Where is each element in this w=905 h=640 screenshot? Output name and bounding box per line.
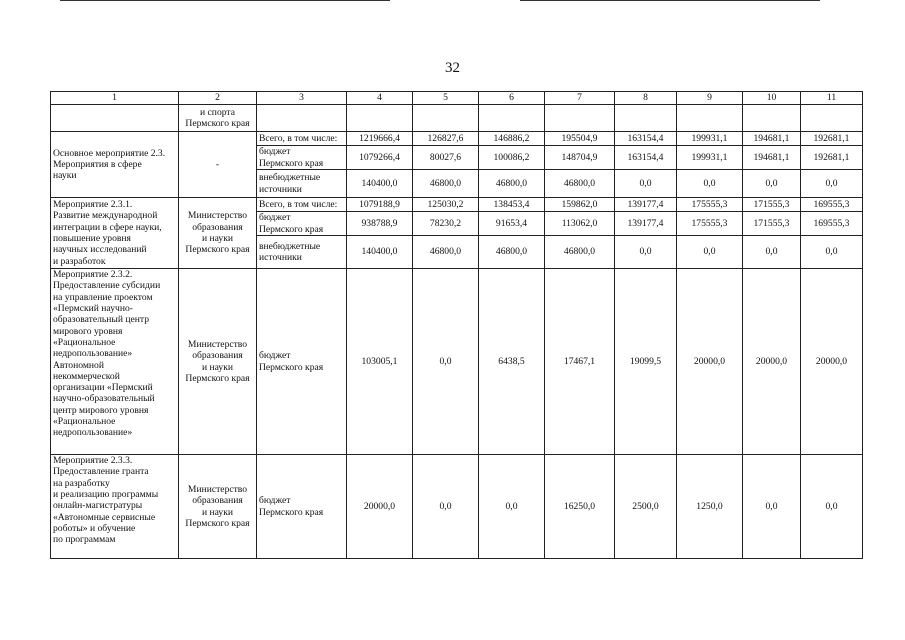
empty-cell [801, 105, 863, 132]
value-cell: 139177,4 [615, 198, 677, 212]
funding-source-cell: бюджет Пермского края [257, 455, 347, 559]
activity-name-cell: Мероприятие 2.3.1. Развитие международной интеграции в сфере науки, повышение уровня научных исследований и разработок [51, 198, 179, 269]
value-cell: 19099,5 [615, 269, 677, 455]
value-cell: 169555,3 [801, 198, 863, 212]
activity-name-cell: Мероприятие 2.3.3. Предоставление гранта на разработку и реализацию программы онлайн-магистратуры «Автономные сервисные роботы» и обучение по программам [51, 455, 179, 559]
executor-cell: Министерство образования и науки Пермского края [179, 455, 257, 559]
header-row [51, 92, 863, 105]
empty-cell [743, 105, 801, 132]
value-cell: 169555,3 [801, 212, 863, 236]
value-cell: 140400,0 [347, 236, 413, 269]
data-row [51, 132, 863, 146]
empty-cell [677, 105, 743, 132]
value-cell: 20000,0 [347, 455, 413, 559]
value-cell: 20000,0 [743, 269, 801, 455]
value-cell: 139177,4 [615, 212, 677, 236]
carry-over-row [51, 105, 863, 132]
header-cell: 7 [545, 92, 615, 105]
executor-cell: Министерство образования и науки Пермского края [179, 269, 257, 455]
value-cell: 0,0 [801, 455, 863, 559]
value-cell: 0,0 [479, 455, 545, 559]
value-cell: 1079266,4 [347, 146, 413, 170]
value-cell: 0,0 [801, 170, 863, 198]
value-cell: 1079188,9 [347, 198, 413, 212]
value-cell: 103005,1 [347, 269, 413, 455]
data-row [51, 198, 863, 212]
value-cell: 148704,9 [545, 146, 615, 170]
value-cell: 0,0 [801, 236, 863, 269]
value-cell: 175555,3 [677, 212, 743, 236]
value-cell: 78230,2 [413, 212, 479, 236]
funding-source-cell: бюджет Пермского края [257, 269, 347, 455]
data-row [51, 455, 863, 559]
empty-cell [257, 105, 347, 132]
value-cell: 17467,1 [545, 269, 615, 455]
value-cell: 199931,1 [677, 132, 743, 146]
funding-source-cell: бюджет Пермского края [257, 146, 347, 170]
executor-cell: - [179, 132, 257, 198]
value-cell: 146886,2 [479, 132, 545, 146]
value-cell: 125030,2 [413, 198, 479, 212]
value-cell: 20000,0 [677, 269, 743, 455]
header-cell: 4 [347, 92, 413, 105]
funding-source-cell: Всего, в том числе: [257, 132, 347, 146]
activity-name-cell: Мероприятие 2.3.2. Предоставление субсидии на управление проектом «Пермский научно- образовательный центр мирового уровня «Рациональное недропользование» Автономной некоммерческой организации «Пермский научно-образовательный центр мирового уровня «Рациональное недропользование» [51, 269, 179, 455]
value-cell: 46800,0 [479, 170, 545, 198]
value-cell: 192681,1 [801, 146, 863, 170]
top-edge-line [520, 0, 820, 1]
executor-cell: Министерство образования и науки Пермского края [179, 198, 257, 269]
value-cell: 2500,0 [615, 455, 677, 559]
value-cell: 0,0 [743, 170, 801, 198]
value-cell: 0,0 [743, 236, 801, 269]
header-cell: 3 [257, 92, 347, 105]
value-cell: 46800,0 [413, 236, 479, 269]
header-cell: 6 [479, 92, 545, 105]
value-cell: 175555,3 [677, 198, 743, 212]
value-cell: 171555,3 [743, 198, 801, 212]
empty-cell [479, 105, 545, 132]
value-cell: 1219666,4 [347, 132, 413, 146]
value-cell: 20000,0 [801, 269, 863, 455]
value-cell: 0,0 [413, 269, 479, 455]
value-cell: 91653,4 [479, 212, 545, 236]
header-cell: 2 [179, 92, 257, 105]
value-cell: 46800,0 [545, 236, 615, 269]
empty-cell [347, 105, 413, 132]
funding-source-cell: бюджет Пермского края [257, 212, 347, 236]
header-cell: 9 [677, 92, 743, 105]
empty-cell [413, 105, 479, 132]
value-cell: 80027,6 [413, 146, 479, 170]
value-cell: 0,0 [413, 455, 479, 559]
header-cell: 11 [801, 92, 863, 105]
value-cell: 6438,5 [479, 269, 545, 455]
value-cell: 46800,0 [545, 170, 615, 198]
funding-source-cell: внебюджетные источники [257, 170, 347, 198]
value-cell: 163154,4 [615, 132, 677, 146]
value-cell: 0,0 [615, 170, 677, 198]
data-row [51, 269, 863, 455]
page-number: 32 [445, 60, 460, 76]
funding-source-cell: Всего, в том числе: [257, 198, 347, 212]
value-cell: 194681,1 [743, 146, 801, 170]
value-cell: 0,0 [677, 170, 743, 198]
name-cell [51, 105, 179, 132]
value-cell: 195504,9 [545, 132, 615, 146]
executor-cell: и спорта Пермского края [179, 105, 257, 132]
value-cell: 199931,1 [677, 146, 743, 170]
budget-table [50, 91, 863, 559]
value-cell: 194681,1 [743, 132, 801, 146]
value-cell: 138453,4 [479, 198, 545, 212]
value-cell: 140400,0 [347, 170, 413, 198]
header-cell: 8 [615, 92, 677, 105]
value-cell: 46800,0 [479, 236, 545, 269]
header-cell: 5 [413, 92, 479, 105]
value-cell: 0,0 [677, 236, 743, 269]
value-cell: 0,0 [615, 236, 677, 269]
value-cell: 126827,6 [413, 132, 479, 146]
empty-cell [545, 105, 615, 132]
value-cell: 192681,1 [801, 132, 863, 146]
top-edge-line [60, 0, 390, 1]
value-cell: 113062,0 [545, 212, 615, 236]
value-cell: 171555,3 [743, 212, 801, 236]
value-cell: 938788,9 [347, 212, 413, 236]
value-cell: 16250,0 [545, 455, 615, 559]
activity-name-cell: Основное мероприятие 2.3. Мероприятия в сфере науки [51, 132, 179, 198]
value-cell: 0,0 [743, 455, 801, 559]
value-cell: 1250,0 [677, 455, 743, 559]
empty-cell [615, 105, 677, 132]
value-cell: 100086,2 [479, 146, 545, 170]
value-cell: 159862,0 [545, 198, 615, 212]
value-cell: 163154,4 [615, 146, 677, 170]
header-cell: 1 [51, 92, 179, 105]
header-cell: 10 [743, 92, 801, 105]
value-cell: 46800,0 [413, 170, 479, 198]
funding-source-cell: внебюджетные источники [257, 236, 347, 269]
